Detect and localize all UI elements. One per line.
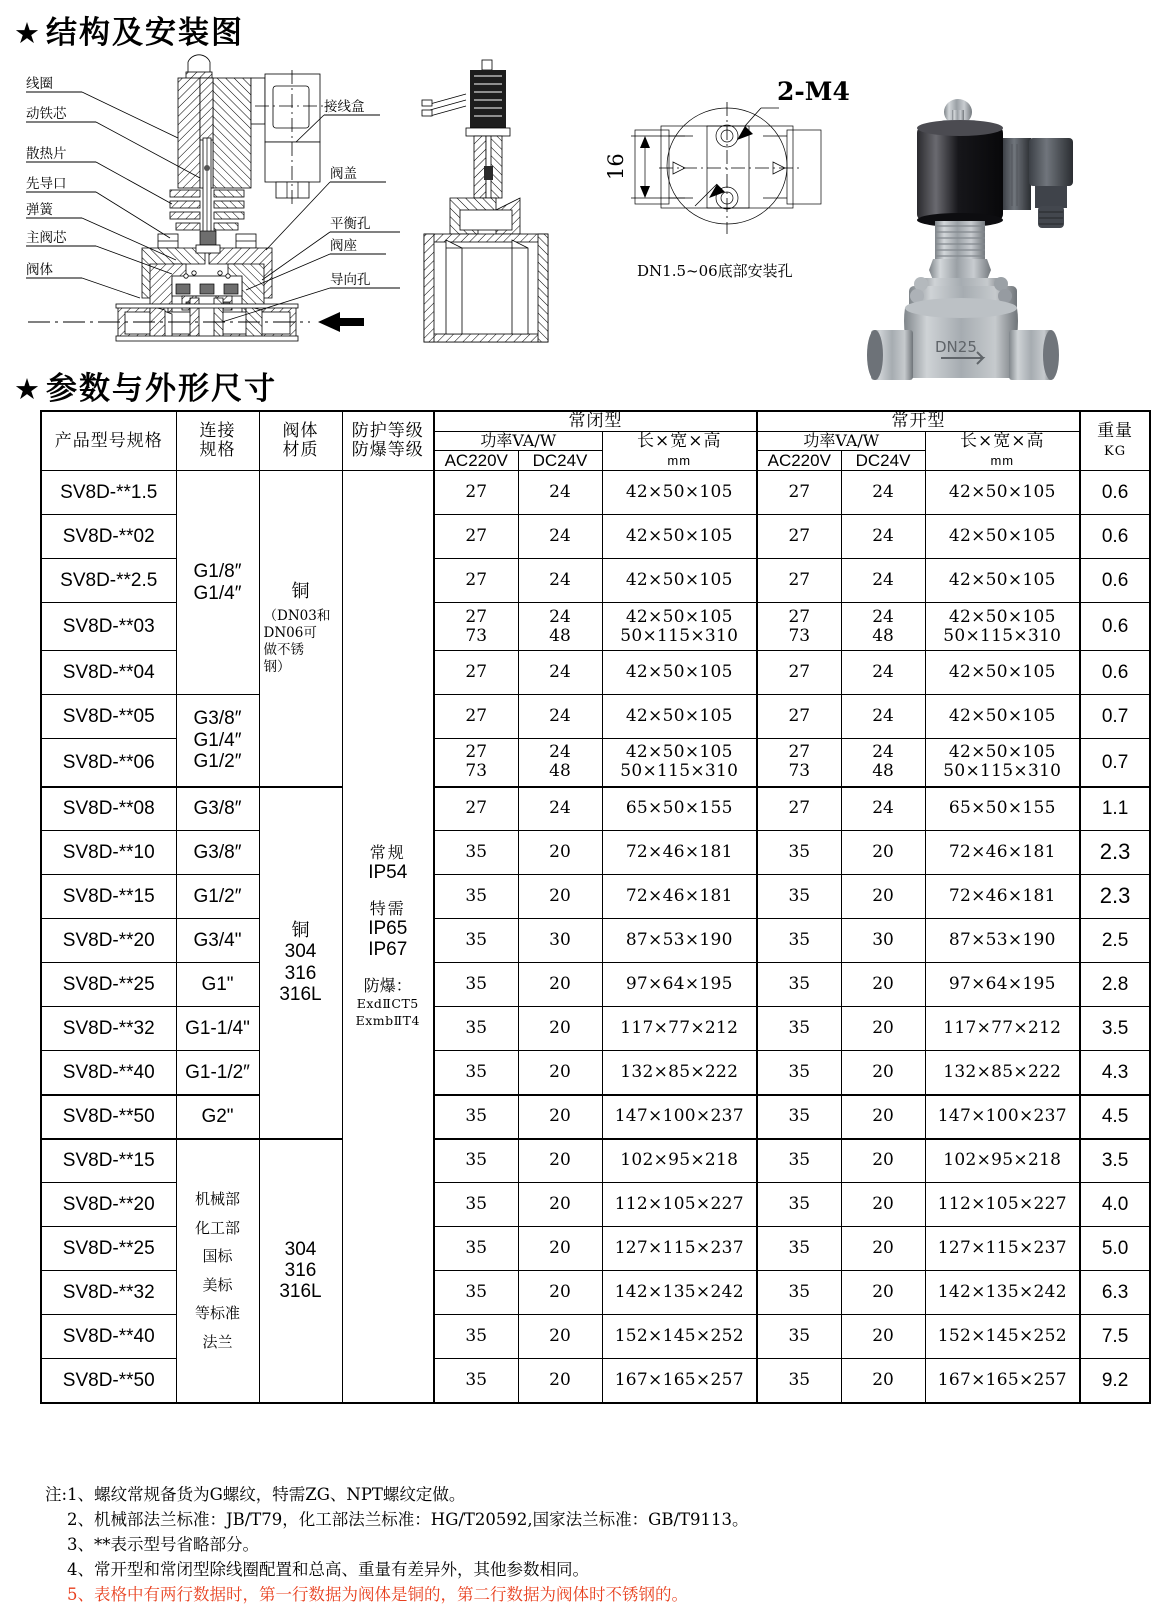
cell-no-dc24v: 20: [841, 963, 925, 1007]
cell-no-ac220v: 35: [757, 1183, 841, 1227]
cell-nc-dimensions: 147×100×237: [602, 1095, 757, 1139]
cell-no-ac220v: 27 73: [757, 603, 841, 651]
cell-nc-dimensions: 132×85×222: [602, 1051, 757, 1095]
cell-no-dc24v: 30: [841, 919, 925, 963]
cell-model: SV8D-**10: [41, 831, 176, 875]
cell-nc-dc24v: 24: [518, 787, 602, 831]
table-row: [41, 1007, 1150, 1051]
cell-no-dimensions: 65×50×155: [925, 787, 1080, 831]
cell-no-ac220v: 35: [757, 1095, 841, 1139]
cell-weight: 0.7: [1080, 695, 1150, 739]
table-row: [41, 875, 1150, 919]
cell-nc-dc24v: 20: [518, 1139, 602, 1183]
star-bullet-icon-2: ★: [14, 372, 42, 406]
cell-model: SV8D-**20: [41, 1183, 176, 1227]
cell-weight: 2.3: [1080, 875, 1150, 919]
cell-nc-dimensions: 72×46×181: [602, 831, 757, 875]
valve-cross-section-drawing-alt: [400, 48, 570, 348]
cell-material: 铜 304 316 316L: [259, 787, 342, 1139]
cell-no-ac220v: 35: [757, 1007, 841, 1051]
cell-nc-dimensions: 102×95×218: [602, 1139, 757, 1183]
cell-nc-dimensions: 42×50×105 50×115×310: [602, 603, 757, 651]
cell-no-dimensions: 42×50×105: [925, 651, 1080, 695]
cell-connection: G1/2″: [176, 875, 259, 919]
cell-nc-dimensions: 42×50×105: [602, 651, 757, 695]
label-guide-hole: 导向孔: [330, 272, 371, 288]
cell-model: SV8D-**15: [41, 1139, 176, 1183]
cell-no-dimensions: 42×50×105: [925, 515, 1080, 559]
cell-model: SV8D-**40: [41, 1315, 176, 1359]
header-connection-l1: 连接: [199, 421, 236, 442]
header-normally-open: 常开型: [757, 411, 1080, 432]
table-row: [41, 471, 1150, 515]
header-protection: [342, 411, 434, 471]
cell-connection: G1-1/4": [176, 1007, 259, 1051]
cell-model: SV8D-**20: [41, 919, 176, 963]
cell-no-dimensions: 72×46×181: [925, 875, 1080, 919]
note-text: 机械部法兰标准：JB/T79，化工部法兰标准：HG/T20592,国家法兰标准：GB/T9113。: [94, 1510, 749, 1530]
note-number: 2、: [67, 1510, 94, 1530]
cell-no-dc24v: 20: [841, 1359, 925, 1403]
header-normally-closed: 常闭型: [434, 411, 757, 432]
cell-weight: 3.5: [1080, 1007, 1150, 1051]
cell-connection: G2": [176, 1095, 259, 1139]
cell-no-dimensions: 142×135×242: [925, 1271, 1080, 1315]
cell-no-ac220v: 27: [757, 695, 841, 739]
cell-model: SV8D-**1.5: [41, 471, 176, 515]
cell-nc-dc24v: 30: [518, 919, 602, 963]
cell-no-dc24v: 20: [841, 875, 925, 919]
label-junction-box: 接线盒: [324, 99, 365, 115]
cell-nc-dimensions: 142×135×242: [602, 1271, 757, 1315]
cell-no-dimensions: 167×165×257: [925, 1359, 1080, 1403]
cell-no-dimensions: 97×64×195: [925, 963, 1080, 1007]
header-ac220v-no: AC220V: [757, 450, 841, 470]
header-body-material: [259, 411, 342, 471]
cell-nc-dimensions: 72×46×181: [602, 875, 757, 919]
product-photo: [855, 90, 1155, 402]
cell-connection: G1-1/2″: [176, 1051, 259, 1095]
star-bullet-icon: ★: [14, 16, 42, 50]
cell-no-dimensions: 42×50×105 50×115×310: [925, 603, 1080, 651]
cell-model: SV8D-**2.5: [41, 559, 176, 603]
header-body-material-l2: 材质: [282, 440, 319, 461]
table-row: [41, 1095, 1150, 1139]
cell-weight: 3.5: [1080, 1139, 1150, 1183]
cell-model: SV8D-**03: [41, 603, 176, 651]
cell-nc-dimensions: 117×77×212: [602, 1007, 757, 1051]
cell-no-ac220v: 35: [757, 1227, 841, 1271]
label-bonnet: 阀盖: [330, 166, 357, 182]
cell-no-ac220v: 27: [757, 787, 841, 831]
header-dimensions-no-l2: mm: [990, 453, 1015, 469]
table-header-row-1: [41, 411, 1150, 432]
note-number: 5、: [67, 1585, 94, 1605]
notes-prefix: 注:: [45, 1485, 68, 1504]
table-row: [41, 695, 1150, 739]
cell-no-dc24v: 24: [841, 471, 925, 515]
note-item: [45, 1557, 1155, 1582]
cell-connection: G3/8″ G1/4″ G1/2″: [176, 695, 259, 787]
bottom-mounting-hole-view: [575, 58, 865, 358]
cell-connection: G1/8″ G1/4″: [176, 471, 259, 695]
header-power-nc: 功率VA/W: [434, 432, 602, 451]
cell-nc-ac220v: 35: [434, 1227, 518, 1271]
cell-nc-dc24v: 24 48: [518, 603, 602, 651]
header-dc24v-nc: DC24V: [518, 450, 602, 470]
header-ac220v-nc: AC220V: [434, 450, 518, 470]
cell-model: SV8D-**32: [41, 1271, 176, 1315]
cell-model: SV8D-**02: [41, 515, 176, 559]
cell-nc-ac220v: 27: [434, 471, 518, 515]
label-balance-hole: 平衡孔: [330, 216, 371, 232]
cell-material: 铜 （DN03和 DN06可 做不锈 钢）: [259, 471, 342, 787]
note-item: [45, 1482, 1155, 1507]
cell-nc-ac220v: 27: [434, 651, 518, 695]
cell-nc-dimensions: 112×105×227: [602, 1183, 757, 1227]
cell-model: SV8D-**40: [41, 1051, 176, 1095]
cell-model: SV8D-**32: [41, 1007, 176, 1051]
table-row: [41, 963, 1150, 1007]
cell-nc-dc24v: 20: [518, 831, 602, 875]
cell-weight: 1.1: [1080, 787, 1150, 831]
cell-nc-dimensions: 127×115×237: [602, 1227, 757, 1271]
cell-no-ac220v: 27 73: [757, 739, 841, 787]
cell-model: SV8D-**06: [41, 739, 176, 787]
cell-nc-dc24v: 20: [518, 1095, 602, 1139]
cell-no-dc24v: 20: [841, 1315, 925, 1359]
note-item: [45, 1582, 1155, 1607]
cell-no-dc24v: 24: [841, 787, 925, 831]
cell-nc-ac220v: 35: [434, 1095, 518, 1139]
cell-nc-dimensions: 167×165×257: [602, 1359, 757, 1403]
cell-no-dimensions: 147×100×237: [925, 1095, 1080, 1139]
cell-no-dc24v: 20: [841, 1051, 925, 1095]
cell-nc-dc24v: 20: [518, 1183, 602, 1227]
cell-nc-ac220v: 27 73: [434, 603, 518, 651]
cell-weight: 0.6: [1080, 471, 1150, 515]
cell-weight: 0.6: [1080, 559, 1150, 603]
cell-model: SV8D-**50: [41, 1095, 176, 1139]
cell-nc-dimensions: 42×50×105: [602, 559, 757, 603]
table-body: [41, 471, 1150, 1403]
cell-nc-dimensions: 65×50×155: [602, 787, 757, 831]
cell-nc-dc24v: 20: [518, 1315, 602, 1359]
note-number: 1、: [67, 1485, 95, 1504]
cell-nc-ac220v: 35: [434, 1139, 518, 1183]
cell-nc-ac220v: 27 73: [434, 739, 518, 787]
cell-nc-dc24v: 24 48: [518, 739, 602, 787]
header-dimensions-nc-l1: 长×宽×高: [637, 431, 722, 452]
cell-nc-dimensions: 152×145×252: [602, 1315, 757, 1359]
cell-nc-dimensions: 42×50×105: [602, 515, 757, 559]
table-row: [41, 1051, 1150, 1095]
cell-nc-ac220v: 35: [434, 1359, 518, 1403]
cell-connection: G3/4": [176, 919, 259, 963]
cell-no-ac220v: 35: [757, 1315, 841, 1359]
cell-model: SV8D-**25: [41, 963, 176, 1007]
cell-nc-ac220v: 35: [434, 831, 518, 875]
callout-2-m4: 2-M4: [777, 77, 850, 106]
structure-section-title: [14, 7, 244, 52]
cell-weight: 2.8: [1080, 963, 1150, 1007]
cell-no-dimensions: 42×50×105: [925, 695, 1080, 739]
cell-no-ac220v: 35: [757, 1051, 841, 1095]
label-coil: 线圈: [26, 76, 53, 92]
header-weight-l2: KG: [1104, 444, 1127, 460]
cell-nc-dc24v: 20: [518, 1271, 602, 1315]
cell-no-ac220v: 27: [757, 651, 841, 695]
cell-weight: 4.3: [1080, 1051, 1150, 1095]
cell-model: SV8D-**50: [41, 1359, 176, 1403]
cell-no-dimensions: 132×85×222: [925, 1051, 1080, 1095]
cell-no-dimensions: 112×105×227: [925, 1183, 1080, 1227]
header-body-material-l1: 阀体: [282, 421, 319, 442]
header-dc24v-no: DC24V: [841, 450, 925, 470]
cell-weight: 0.6: [1080, 651, 1150, 695]
table-row: [41, 919, 1150, 963]
cell-nc-dimensions: 97×64×195: [602, 963, 757, 1007]
label-moving-core: 动铁芯: [26, 106, 67, 122]
cell-weight: 4.0: [1080, 1183, 1150, 1227]
cell-model: SV8D-**08: [41, 787, 176, 831]
params-section-title: [14, 363, 277, 408]
note-text: 螺纹常规备货为G螺纹，特需ZG、NPT螺纹定做。: [94, 1485, 466, 1504]
cell-nc-dc24v: 20: [518, 1227, 602, 1271]
header-dimensions-nc-l2: mm: [667, 453, 692, 469]
cell-no-dc24v: 24: [841, 515, 925, 559]
cell-no-dc24v: 24 48: [841, 739, 925, 787]
cell-nc-ac220v: 27: [434, 515, 518, 559]
header-connection: [176, 411, 259, 471]
cell-nc-dimensions: 42×50×105: [602, 695, 757, 739]
cell-weight: 0.6: [1080, 515, 1150, 559]
note-text: **表示型号省略部分。: [94, 1535, 259, 1555]
cell-no-ac220v: 35: [757, 831, 841, 875]
cell-nc-ac220v: 27: [434, 559, 518, 603]
cell-nc-ac220v: 35: [434, 875, 518, 919]
header-weight: [1080, 411, 1150, 471]
cell-nc-dc24v: 20: [518, 1051, 602, 1095]
cell-no-ac220v: 27: [757, 559, 841, 603]
cell-nc-dc24v: 20: [518, 1359, 602, 1403]
label-main-spool: 主阀芯: [26, 230, 67, 246]
cell-no-ac220v: 27: [757, 471, 841, 515]
cell-connection: G3/8″: [176, 787, 259, 831]
note-text: 表格中有两行数据时，第一行数据为阀体是铜的，第二行数据为阀体时不锈钢的。: [94, 1585, 688, 1605]
cell-no-dimensions: 42×50×105: [925, 559, 1080, 603]
params-section-title-text: 参数与外形尺寸: [46, 371, 277, 407]
cell-no-dimensions: 102×95×218: [925, 1139, 1080, 1183]
note-number: 3、: [67, 1535, 94, 1555]
table-row: [41, 1139, 1150, 1183]
label-pilot-port: 先导口: [26, 176, 67, 192]
cell-material: 304 316 316L: [259, 1139, 342, 1403]
cell-no-dimensions: 117×77×212: [925, 1007, 1080, 1051]
cell-nc-dc24v: 24: [518, 695, 602, 739]
cell-no-dc24v: 24: [841, 695, 925, 739]
header-power-no: 功率VA/W: [757, 432, 925, 451]
cell-nc-ac220v: 35: [434, 1183, 518, 1227]
cell-nc-dc24v: 24: [518, 559, 602, 603]
diagram-band: [0, 48, 1169, 356]
cell-nc-ac220v: 35: [434, 1315, 518, 1359]
label-spring: 弹簧: [26, 202, 53, 218]
cell-model: SV8D-**05: [41, 695, 176, 739]
label-heat-sink: 散热片: [26, 146, 67, 162]
header-connection-l2: 规格: [199, 440, 236, 461]
cell-no-dimensions: 42×50×105 50×115×310: [925, 739, 1080, 787]
header-dimensions-nc: [602, 432, 757, 471]
cell-weight: 2.5: [1080, 919, 1150, 963]
header-dimensions-no: [925, 432, 1080, 471]
cell-no-dimensions: 87×53×190: [925, 919, 1080, 963]
note-item: [45, 1532, 1155, 1557]
cell-no-dimensions: 72×46×181: [925, 831, 1080, 875]
cell-no-ac220v: 27: [757, 515, 841, 559]
header-protection-l1: 防护等级: [351, 421, 424, 442]
cell-connection: G1": [176, 963, 259, 1007]
cell-nc-ac220v: 27: [434, 787, 518, 831]
cell-no-dc24v: 20: [841, 1139, 925, 1183]
cell-no-dc24v: 24 48: [841, 603, 925, 651]
cell-model: SV8D-**15: [41, 875, 176, 919]
cell-no-dc24v: 20: [841, 831, 925, 875]
cell-no-ac220v: 35: [757, 1359, 841, 1403]
cell-weight: 0.6: [1080, 603, 1150, 651]
bottom-view-caption: DN1.5~06底部安装孔: [637, 262, 793, 280]
cell-no-dc24v: 20: [841, 1183, 925, 1227]
cell-no-ac220v: 35: [757, 963, 841, 1007]
photo-marking-dn25: DN25: [935, 338, 977, 356]
table-row: [41, 831, 1150, 875]
cell-model: SV8D-**04: [41, 651, 176, 695]
cell-no-dimensions: 42×50×105: [925, 471, 1080, 515]
table-row: [41, 787, 1150, 831]
cell-no-dimensions: 127×115×237: [925, 1227, 1080, 1271]
cell-protection: 常规 IP54 特需 IP65 IP67 防爆： ExdⅡCT5 ExmbⅡT4: [342, 471, 434, 1403]
specification-table: [40, 410, 1151, 1404]
valve-cross-section-drawing: [0, 48, 400, 348]
cell-weight: 4.5: [1080, 1095, 1150, 1139]
cell-no-dc24v: 20: [841, 1271, 925, 1315]
cell-nc-ac220v: 35: [434, 1051, 518, 1095]
cell-weight: 0.7: [1080, 739, 1150, 787]
cell-weight: 2.3: [1080, 831, 1150, 875]
cell-nc-dc24v: 24: [518, 651, 602, 695]
cell-nc-dc24v: 24: [518, 471, 602, 515]
header-protection-l2: 防爆等级: [351, 440, 424, 461]
cell-no-dc24v: 20: [841, 1007, 925, 1051]
header-dimensions-no-l1: 长×宽×高: [960, 431, 1045, 452]
label-valve-seat: 阀座: [330, 238, 357, 254]
cell-nc-dc24v: 20: [518, 963, 602, 1007]
cell-weight: 7.5: [1080, 1315, 1150, 1359]
note-number: 4、: [67, 1560, 94, 1580]
header-weight-l1: 重量: [1097, 421, 1134, 442]
dimension-16: 16: [604, 153, 628, 180]
cell-no-dimensions: 152×145×252: [925, 1315, 1080, 1359]
notes-block: [45, 1482, 1155, 1607]
cell-nc-dimensions: 42×50×105: [602, 471, 757, 515]
cell-connection: 机械部 化工部 国标 美标 等标准 法兰: [176, 1139, 259, 1403]
cell-nc-ac220v: 35: [434, 919, 518, 963]
cell-no-ac220v: 35: [757, 919, 841, 963]
cell-nc-ac220v: 35: [434, 1007, 518, 1051]
cell-weight: 6.3: [1080, 1271, 1150, 1315]
cell-nc-ac220v: 35: [434, 1271, 518, 1315]
cell-connection: G3/8″: [176, 831, 259, 875]
cell-no-dc24v: 24: [841, 651, 925, 695]
cell-nc-dc24v: 24: [518, 515, 602, 559]
cell-no-ac220v: 35: [757, 1271, 841, 1315]
label-valve-body: 阀体: [26, 262, 53, 278]
cell-nc-ac220v: 27: [434, 695, 518, 739]
cell-nc-dc24v: 20: [518, 1007, 602, 1051]
cell-no-dc24v: 20: [841, 1227, 925, 1271]
cell-no-dc24v: 24: [841, 559, 925, 603]
cell-no-ac220v: 35: [757, 1139, 841, 1183]
cell-nc-dc24v: 20: [518, 875, 602, 919]
cell-nc-dimensions: 87×53×190: [602, 919, 757, 963]
cell-nc-dimensions: 42×50×105 50×115×310: [602, 739, 757, 787]
header-model: 产品型号规格: [41, 411, 176, 471]
cell-nc-ac220v: 35: [434, 963, 518, 1007]
cell-no-dc24v: 20: [841, 1095, 925, 1139]
note-text: 常开型和常闭型除线圈配置和总高、重量有差异外，其他参数相同。: [94, 1560, 589, 1580]
cell-weight: 9.2: [1080, 1359, 1150, 1403]
cell-weight: 5.0: [1080, 1227, 1150, 1271]
note-item: [45, 1507, 1155, 1532]
structure-section-title-text: 结构及安装图: [46, 15, 244, 51]
cell-model: SV8D-**25: [41, 1227, 176, 1271]
cell-no-ac220v: 35: [757, 875, 841, 919]
